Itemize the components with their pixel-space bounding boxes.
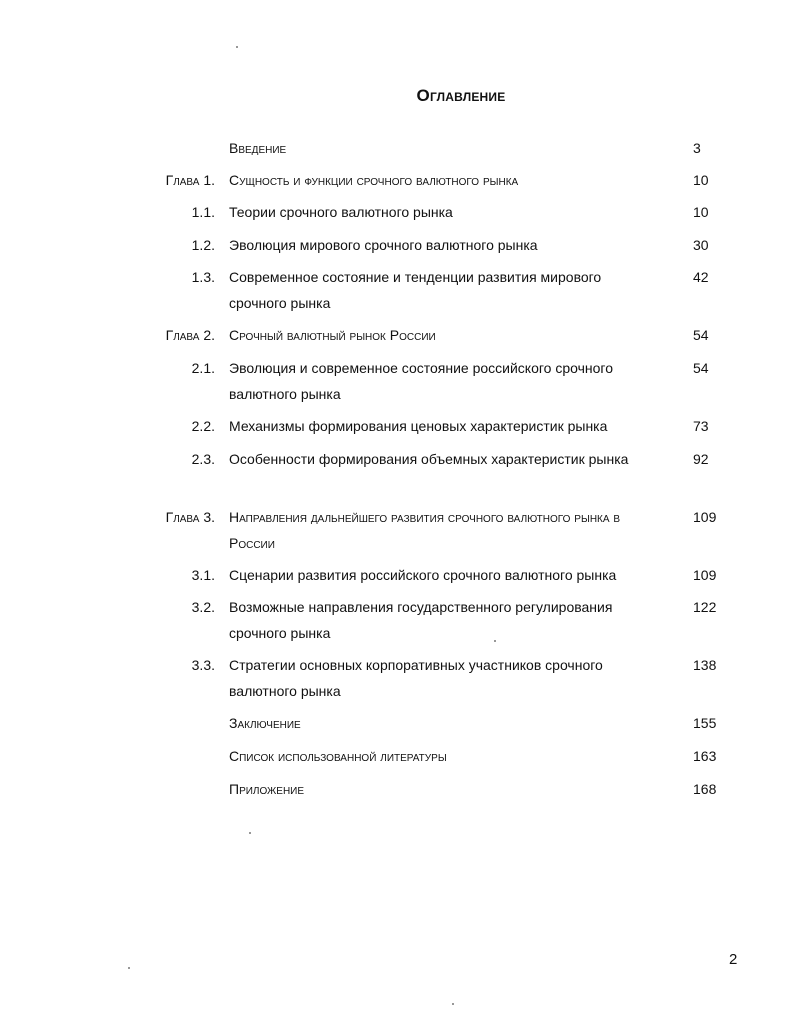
toc-entry-title: Возможные направления государственного регулирования срочного рынка [229,599,613,641]
toc-entry-number: Глава 3. [165,509,215,525]
page-title: Оглавление [416,86,506,105]
scan-speck [494,640,496,642]
toc-entry-title: Направления дальнейшего развития срочного валютного рынка в России [229,509,621,551]
toc-entry-title: Список использованной литературы [229,748,447,764]
page-number: 2 [729,951,738,968]
toc-entry-title: Эволюция мирового срочного валютного рынка [229,237,538,253]
toc-entry-number: 1.2. [191,237,215,253]
toc-entry-page: 168 [693,781,717,797]
toc-entry-page: 54 [693,360,709,376]
toc-entry-page: 155 [693,715,717,731]
toc-entry-title: Эволюция и современное состояние российского срочного валютного рынка [229,360,614,402]
toc-entry-title: Особенности формирования объемных характеристик рынка [229,451,629,467]
toc-entry-title: Сущность и функции срочного валютного рынка [229,172,519,188]
toc-entry-title: Теории срочного валютного рынка [229,204,453,220]
toc-entry-number: Глава 1. [165,172,215,188]
toc-entry-title: Сценарии развития российского срочного валютного рынка [229,567,617,583]
toc-entry-page: 92 [693,451,709,467]
toc-entry-page: 122 [693,599,717,615]
toc-entry-title: Механизмы формирования ценовых характеристик рынка [229,418,608,434]
toc-entry-number: 3.2. [191,599,215,615]
toc-entry-page: 109 [693,509,717,525]
toc-entry-page: 42 [693,269,709,285]
toc-entry-page: 138 [693,657,717,673]
toc-entry-page: 30 [693,237,709,253]
toc-entry-page: 3 [693,140,701,156]
toc-entry-number: 2.3. [191,451,215,467]
toc-entry-number: 3.3. [191,657,215,673]
toc-entry-number: 2.2. [191,418,215,434]
toc-entry-number: Глава 2. [165,327,215,343]
scan-speck [236,46,238,48]
toc-entry-title: Введение [229,140,287,156]
scan-speck [128,967,130,969]
toc-entry-page: 163 [693,748,717,764]
toc-entry-page: 54 [693,327,709,343]
scan-speck [452,1003,454,1005]
toc-entry-title: Современное состояние и тенденции развития мирового срочного рынка [229,269,602,311]
toc-entry-title: Заключение [229,715,301,731]
toc-entry-number: 1.1. [191,204,215,220]
toc-entry-number: 3.1. [191,567,215,583]
toc-entry-page: 73 [693,418,709,434]
toc-entry-page: 10 [693,172,709,188]
toc-entry-title: Приложение [229,781,305,797]
scan-speck [249,832,251,834]
toc-entry-page: 10 [693,204,709,220]
toc-entry-number: 1.3. [191,269,215,285]
toc-entry-title: Стратегии основных корпоративных участников срочного валютного рынка [229,657,603,699]
toc-entry-title: Срочный валютный рынок России [229,327,436,343]
toc-entry-page: 109 [693,567,717,583]
toc-entry-number: 2.1. [191,360,215,376]
